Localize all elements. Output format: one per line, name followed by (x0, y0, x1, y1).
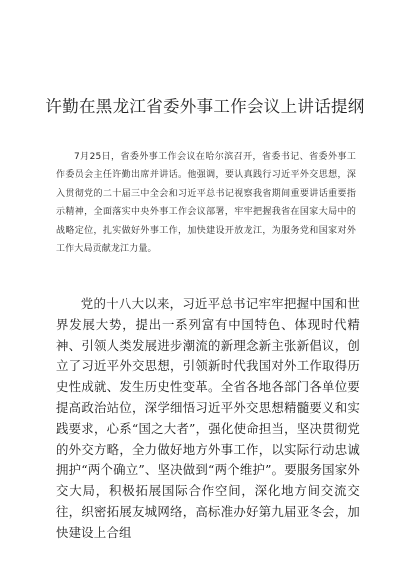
summary-text: 7月25日，省委外事工作会议在哈尔滨召开，省委书记、省委外事工作委员会主任许勤出席并讲话。他强调，要认真践行习近平外交思想，深入贯彻党的二十届三中全会和习近平总书记视察我省期间重要讲话重要指示精神，全面落实中央外事工作会议部署，牢牢把握我省在国家大局中的战略定位，扎实做好外事工作，加快建设开放龙江，为服务党和国家对外工作大局贡献龙江力量。 (56, 152, 356, 255)
body-paragraph (56, 294, 360, 544)
body-text: 党的十八大以来，习近平总书记牢牢把握中国和世界发展大势，提出一系列富有中国特色、体现时代精神、引领人类发展进步潮流的新理念新主张新倡议，创立了习近平外交思想，引领新时代我国对外工作取得历史性成就、发生历史性变革。全省各地各部门各单位要提高政治站位，深学细悟习近平外交思想精髓要义和实践要求，心系“国之大者”，强化使命担当，坚决贯彻党的外交方略，全力做好地方外事工作，以实际行动忠诚拥护“两个确立”、坚决做到“两个维护”。要服务国家外交大局，积极拓展国际合作空间，深化地方间交流交往，织密拓展友城网络，高标准办好第九届亚冬会，加快建设上合组 (56, 296, 360, 540)
document-title: 许勤在黑龙江省委外事工作会议上讲话提纲 (45, 97, 365, 116)
summary-paragraph (56, 148, 356, 258)
